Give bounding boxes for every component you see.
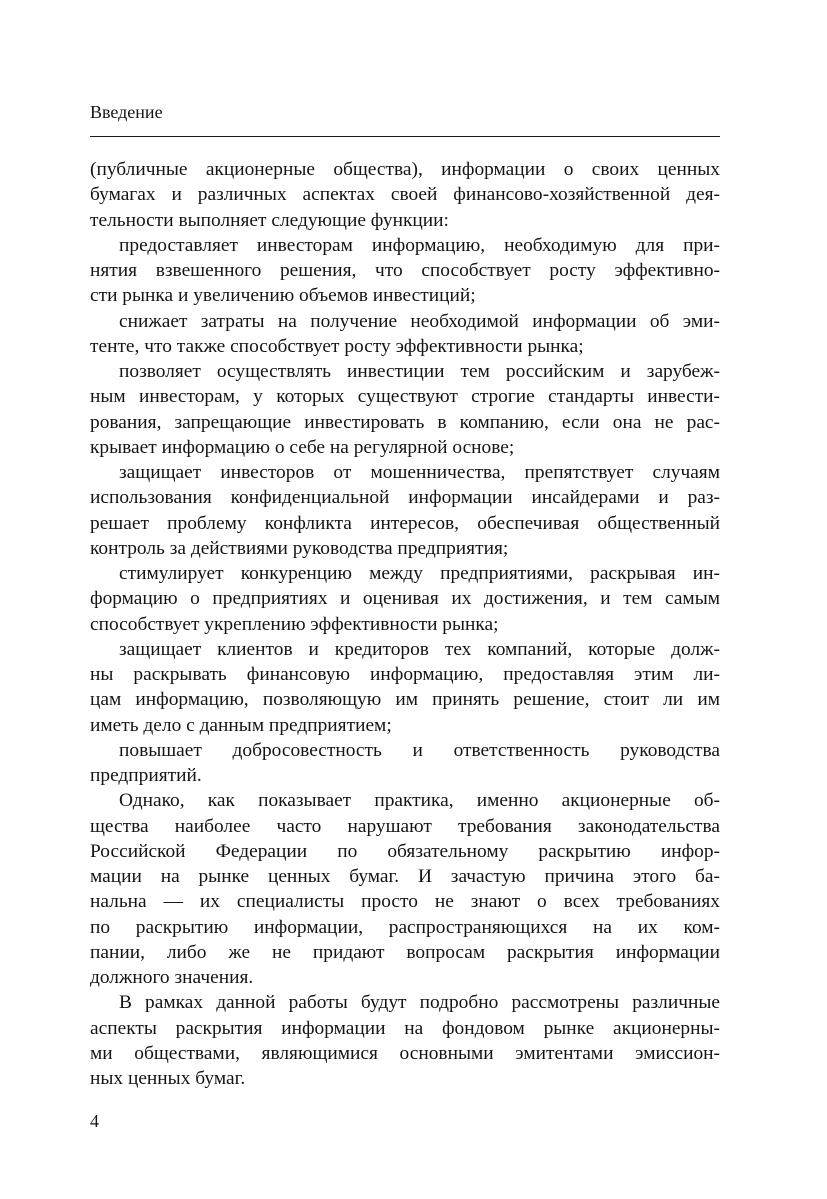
text-line: повышает добросовестность и ответственность руководства xyxy=(119,739,720,761)
text-line: формацию о предприятиях и оценивая их достижения, и тем самым xyxy=(90,588,720,610)
text-line: контроль за действиями руководства предприятия; xyxy=(90,537,509,559)
text-line: цам информацию, позволяющую им принять решение, стоит ли им xyxy=(90,689,720,711)
text-line: должного значения. xyxy=(90,967,254,988)
text-line: ны раскрывать финансовую информацию, предоставляя этим ли- xyxy=(90,664,720,685)
text-line: бумагах и различных аспектах своей финансово-хозяйственной дея- xyxy=(90,184,720,206)
text-line: по раскрытию информации, распространяющихся на их ком- xyxy=(90,916,720,938)
text-line: иметь дело с данным предприятием; xyxy=(90,714,392,736)
text-line: ми обществами, являющимися основными эмитентами эмиссион- xyxy=(90,1042,720,1064)
text-line: решает проблему конфликта интересов, обеспечивая общественный xyxy=(90,512,720,534)
text-line: защищает инвесторов от мошенничества, препятствует случаям xyxy=(119,462,720,483)
body-text xyxy=(90,157,720,1091)
text-line: аспекты раскрытия информации на фондовом рынке акционерны- xyxy=(90,1017,720,1039)
text-line: снижает затраты на получение необходимой информации об эми- xyxy=(119,310,720,332)
text-line: позволяет осуществлять инвестиции тем российским и зарубеж- xyxy=(119,361,720,382)
text-line: использования конфиденциальной информации инсайдерами и раз- xyxy=(90,487,720,509)
text-line: рования, запрещающие инвестировать в компанию, если она не рас- xyxy=(90,411,720,433)
text-line: способствует укреплению эффективности рынка; xyxy=(90,613,499,635)
text-line: Российской Федерации по обязательному раскрытию инфор- xyxy=(90,840,720,862)
text-line: предоставляет инвесторам информацию, необходимую для при- xyxy=(119,234,720,256)
text-line: тельности выполняет следующие функции: xyxy=(90,209,449,231)
text-line: предприятий. xyxy=(90,765,202,786)
text-line: ным инвесторам, у которых существуют строгие стандарты инвести- xyxy=(90,386,720,408)
text-line: В рамках данной работы будут подробно рассмотрены различные xyxy=(119,992,720,1014)
text-line: Однако, как показывает практика, именно акционерные об- xyxy=(119,790,720,812)
text-line: щества наиболее часто нарушают требования законодательства xyxy=(90,815,720,837)
text-line: пании, либо же не придают вопросам раскрытия информации xyxy=(90,941,720,963)
text-line: ных ценных бумаг. xyxy=(90,1068,246,1089)
text-line: нятия взвешенного решения, что способствует росту эффективно- xyxy=(90,260,720,281)
text-line: сти рынка и увеличению объемов инвестиций; xyxy=(90,285,476,307)
text-line: (публичные акционерные общества), информации о своих ценных xyxy=(90,159,720,180)
running-head-title: Введение xyxy=(90,102,163,122)
header-rule xyxy=(90,136,720,137)
text-line: нальна — их специалисты просто не знают о всех требованиях xyxy=(90,891,720,913)
text-line: стимулирует конкуренцию между предприятиями, раскрывая ин- xyxy=(119,563,720,584)
text-line: защищает клиентов и кредиторов тех компаний, которые долж- xyxy=(119,638,720,660)
page-number: 4 xyxy=(90,1111,99,1131)
text-line: крывает информацию о себе на регулярной основе; xyxy=(90,436,515,458)
text-line: тенте, что также способствует росту эффективности рынка; xyxy=(90,335,584,357)
text-line: мации на рынке ценных бумаг. И зачастую причина этого ба- xyxy=(90,866,720,887)
